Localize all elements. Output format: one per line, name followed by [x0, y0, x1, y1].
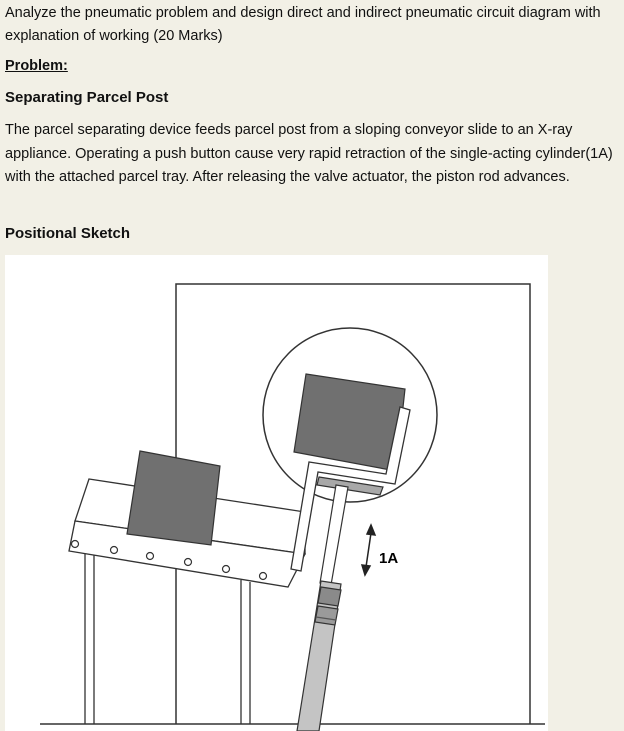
- problem-title: Separating Parcel Post: [5, 89, 169, 106]
- piston-rod: [320, 485, 348, 585]
- cylinder-label: 1A: [379, 550, 399, 567]
- motion-arrow: [362, 525, 375, 575]
- problem-description: The parcel separating device feeds parcel post from a sloping conveyor slide to an X-ray appliance. Operating a push button cause very rapid retraction of the single-acting cylinder(1A) with the attached parcel tray. After releasing the valve actuator, the piston rod advances.: [5, 122, 613, 185]
- parcel-box: [127, 451, 220, 545]
- positional-sketch: [5, 255, 548, 731]
- question-intro: Analyze the pneumatic problem and design direct and indirect pneumatic circuit diagram with explanation of working (20 Marks): [5, 5, 601, 44]
- sketch-title: Positional Sketch: [5, 225, 131, 242]
- problem-label: Problem:: [5, 58, 68, 74]
- conveyor-legs: [85, 552, 250, 724]
- cylinder-1a: [297, 581, 341, 731]
